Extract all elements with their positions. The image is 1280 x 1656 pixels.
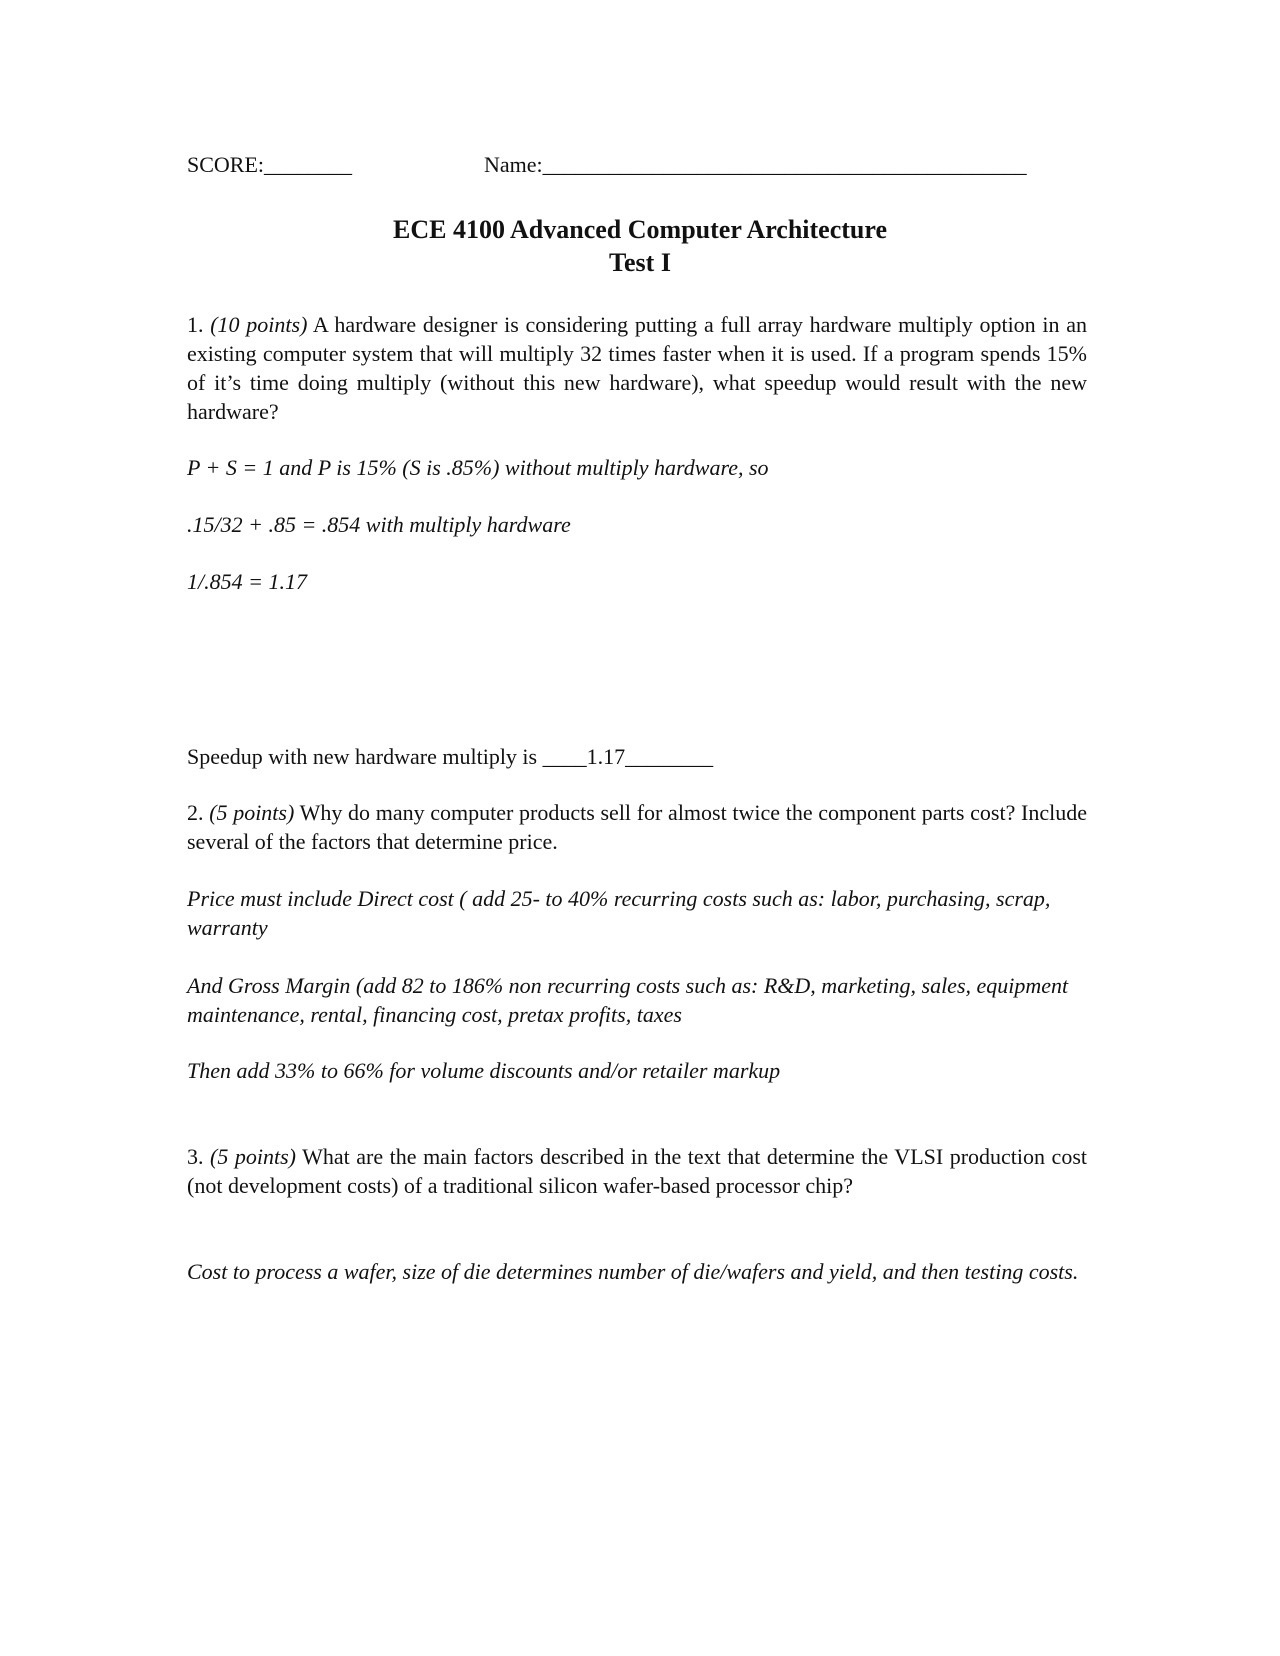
course-title: ECE 4100 Advanced Computer Architecture [393,215,887,244]
q2-answer-2: And Gross Margin (add 82 to 186% non recurring costs such as: R&D, marketing, sales, equipment maintenance, rental, financing cost, pretax profits, taxes [187,973,1069,1027]
name-field: Name:____________________________________________ [484,152,1027,177]
question-3-number: 3. [187,1144,204,1169]
question-1-number: 1. [187,312,204,337]
question-3 [187,1142,1087,1200]
q2-answer-1: Price must include Direct cost ( add 25- to 40% recurring costs such as: labor, purchasing, scrap, warranty [187,886,1051,940]
question-2-text: Why do many computer products sell for almost twice the component parts cost? Include several of the factors that determine price. [187,800,1088,854]
question-3-text: What are the main factors described in the text that determine the VLSI production cost (not development costs) of a traditional silicon wafer-based processor chip? [187,1144,1087,1198]
question-1 [187,310,1087,426]
q1-answer-line-3: 1/.854 = 1.17 [187,569,307,594]
exam-title [0,213,1280,279]
q3-answer: Cost to process a wafer, size of die determines number of die/wafers and yield, and then testing costs. [187,1259,1079,1284]
question-1-text: A hardware designer is considering putting a full array hardware multiply option in an existing computer system that will multiply 32 times faster when it is used. If a program spends 15% of it’s time doing multiply (without this new hardware), what speedup would result with the new hardware? [187,312,1087,424]
question-1-points: (10 points) [210,312,308,337]
q1-answer-line-1: P + S = 1 and P is 15% (S is .85%) without multiply hardware, so [187,455,769,480]
question-2 [187,798,1087,856]
question-2-points: (5 points) [209,800,295,825]
test-title: Test I [609,248,671,277]
score-field: SCORE:________ [187,152,353,177]
q1-answer-line-2: .15/32 + .85 = .854 with multiply hardware [187,512,571,537]
q2-answer-3: Then add 33% to 66% for volume discounts and/or retailer markup [187,1058,781,1083]
q1-final-answer: Speedup with new hardware multiply is ____1.17________ [187,744,714,769]
question-2-number: 2. [187,800,204,825]
question-3-points: (5 points) [210,1144,296,1169]
